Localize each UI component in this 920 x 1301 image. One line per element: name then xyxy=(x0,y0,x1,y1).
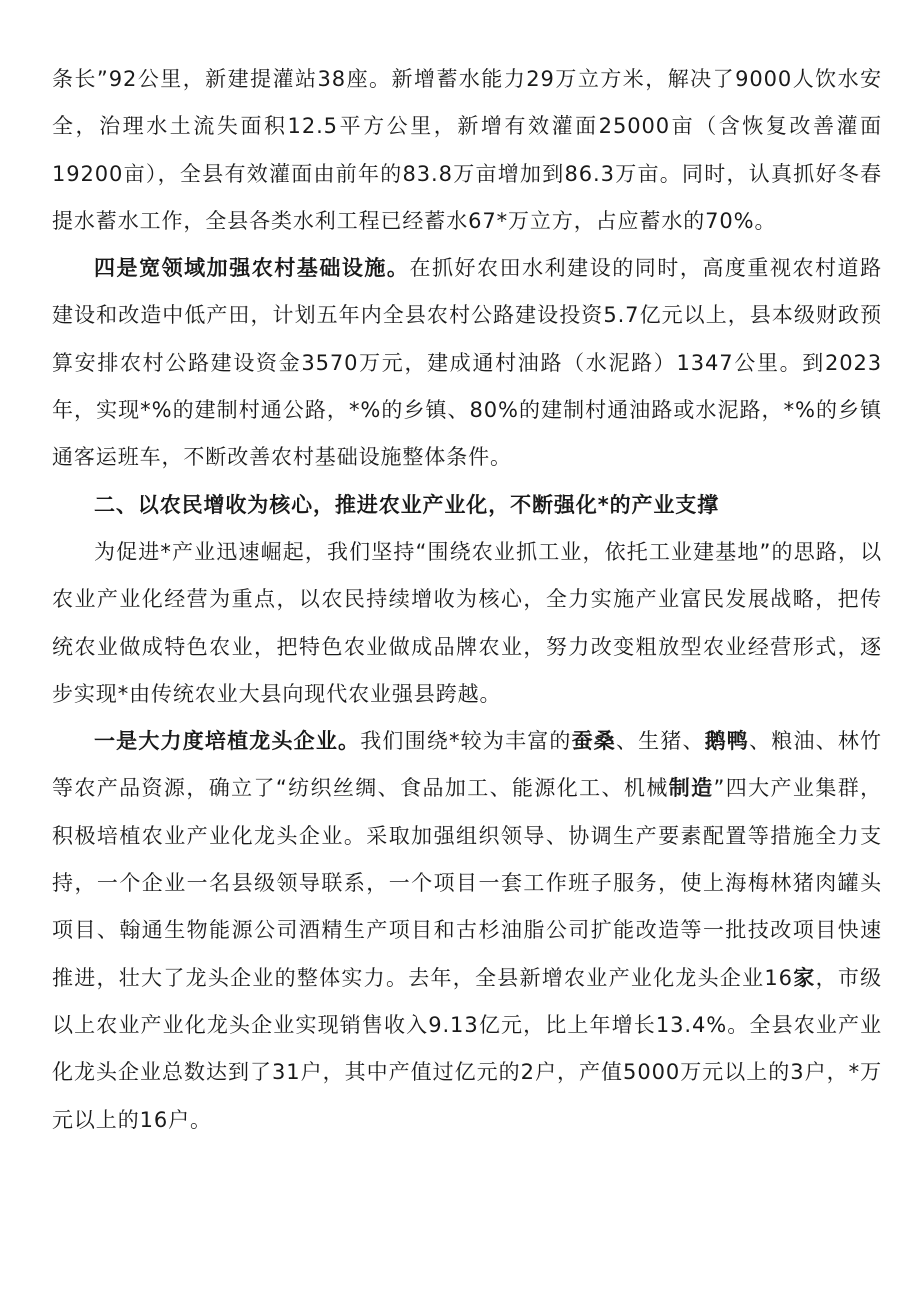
paragraph-text: 我们围绕*较为丰富的 xyxy=(360,729,572,754)
emphasis-text: 制造 xyxy=(668,776,714,801)
paragraph-water-conservancy xyxy=(52,56,882,245)
paragraph-text: 、生猪、 xyxy=(616,729,705,754)
paragraph-text: ，市级以上农业产业化龙头企业实现销售收入9.13亿元，比上年增长13.4%。全县农业产业化龙头企业总数达到了31户，其中产值过亿元的2户，产值5000万元以上的3户，*万元以上的16户。 xyxy=(52,965,883,1132)
emphasis-text: 家 xyxy=(792,965,816,990)
paragraph-rural-infrastructure xyxy=(52,245,882,481)
paragraph-text: 、粮油、林竹等农产品资源，确立了“纺织丝绸、食品加工、能源化工、机械 xyxy=(52,729,882,801)
paragraph-text: ”四大产业集群，积极培植农业产业化龙头企业。采取加强组织领导、协调生产要素配置等措施全力支持，一个企业一名县级领导联系，一个项目一套工作班子服务，使上海梅林猪肉罐头项目、翰通生物能源公司酒精生产项目和古杉油脂公司扩能改造等一批技改项目快速推进，壮大了龙头企业的整体实力。去年，全县新增农业产业化龙头企业16 xyxy=(52,776,882,990)
paragraph-lead: 四是宽领域加强农村基础设施。 xyxy=(94,256,410,281)
section-heading-2: 二、以农民增收为核心，推进农业产业化，不断强化*的产业支撑 xyxy=(94,492,720,517)
document-page xyxy=(52,56,882,1144)
paragraph-text: 为促进*产业迅速崛起，我们坚持“围绕农业抓工业，依托工业建基地”的思路，以农业产业化经营为重点，以农民持续增收为核心，全力实施产业富民发展战略，把传统农业做成特色农业，把特色农业做成品牌农业，努力改变粗放型农业经营形式，逐步实现*由传统农业大县向现代农业强县跨越。 xyxy=(52,539,882,706)
paragraph-leading-enterprises xyxy=(52,718,882,1144)
emphasis-text: 鹅鸭 xyxy=(704,729,750,754)
paragraph-text: 在抓好农田水利建设的同时，高度重视农村道路建设和改造中低产田，计划五年内全县农村公路建设投资5.7亿元以上，县本级财政预算安排农村公路建设资金3570万元，建成通村油路（水泥路）1347公里。到2023年，实现*%的建制村通公路，*%的乡镇、80%的建制村通油路或水泥路，*%的乡镇通客运班车，不断改善农村基础设施整体条件。 xyxy=(52,256,882,470)
paragraph-industry-intro xyxy=(52,529,882,718)
paragraph-text: 条长”92公里，新建提灌站38座。新增蓄水能力29万立方米，解决了9000人饮水安全，治理水土流失面积12.5平方公里，新增有效灌面25000亩（含恢复改善灌面19200亩），全县有效灌面由前年的83.8万亩增加到86.3万亩。同时，认真抓好冬春提水蓄水工作，全县各类水利工程已经蓄水67*万立方，占应蓄水的70%。 xyxy=(52,67,882,233)
paragraph-lead: 一是大力度培植龙头企业。 xyxy=(94,729,361,754)
emphasis-text: 蚕桑 xyxy=(571,729,616,754)
